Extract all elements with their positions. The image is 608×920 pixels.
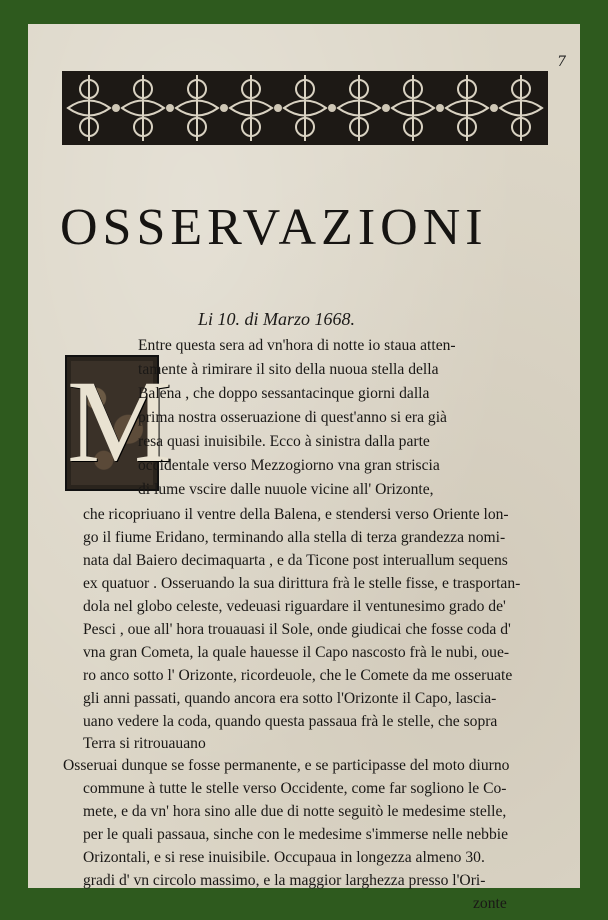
initial-letter-glyph: M xyxy=(67,356,172,487)
body-line: che ricopriuano il ventre della Balena, e stendersi verso Oriente lon- xyxy=(83,506,509,523)
body-line: Orizontali, e si rese inuisibile. Occupaua in longezza almeno 30. xyxy=(83,849,485,866)
page-number: 7 xyxy=(557,54,566,70)
body-line: go il fiume Eridano, terminando alla stella di terza grandezza nomi- xyxy=(83,529,506,546)
date-heading: Li 10. di Marzo 1668. xyxy=(198,309,356,329)
body-line: Balena , che doppo sessantacinque giorni dalla xyxy=(138,385,430,402)
body-line: prima nostra osseruazione di quest'anno si era già xyxy=(138,409,447,426)
body-line: mete, e da vn' hora sino alle due di notte seguitò le medesime stelle, xyxy=(83,803,507,820)
body-line: uano vedere la coda, quando questa passaua frà le stelle, che sopra xyxy=(83,713,498,730)
body-line: resa quasi inuisibile. Ecco à sinistra dalla parte xyxy=(138,433,430,450)
body-line: Entre questa sera ad vn'hora di notte io staua atten- xyxy=(138,337,456,354)
body-line: Pesci , oue all' hora trouauasi il Sole, onde giudicai che fosse coda d' xyxy=(83,621,511,638)
body-line: ex quatuor . Osseruando la sua dirittura frà le stelle fisse, e trasportan- xyxy=(83,575,521,592)
body-line: per le quali passaua, sinche con le medesime s'immerse nelle nebbie xyxy=(83,826,508,843)
body-line: tamente à rimirare il sito della nuoua stella della xyxy=(138,361,439,378)
body-line: di lume vscire dalle nuuole vicine all' Orizonte, xyxy=(138,481,434,498)
body-line: gradi d' vn circolo massimo, e la maggior larghezza presso l'Ori- xyxy=(83,872,486,889)
body-line: dola nel globo celeste, vedeuasi riguardare il ventunesimo grado de' xyxy=(83,598,506,615)
body-line: ro anco sotto l' Orizonte, ricordeuole, che le Comete da me osseruate xyxy=(83,667,513,684)
body-line: zonte xyxy=(473,895,507,912)
body-line: gli anni passati, quando ancora era sotto l'Orizonte il Capo, lascia- xyxy=(83,690,497,707)
body-line: nata dal Baiero decimaquarta , e da Ticone post interuallum sequens xyxy=(83,552,508,569)
page-title: OSSERVAZIONI xyxy=(60,199,488,256)
body-line: Terra si ritrouauano xyxy=(83,735,206,752)
book-page xyxy=(28,24,580,912)
ornamental-header-band xyxy=(62,71,548,145)
body-line: commune à tutte le stelle verso Occidente, come far sogliono le Co- xyxy=(83,780,507,797)
body-line: vna gran Cometa, la quale hauesse il Capo nascosto frà le nubi, oue- xyxy=(83,644,510,661)
body-line: Osseruai dunque se fosse permanente, e se participasse del moto diurno xyxy=(63,757,510,774)
body-line: occidentale verso Mezzogiorno vna gran striscia xyxy=(138,457,440,474)
